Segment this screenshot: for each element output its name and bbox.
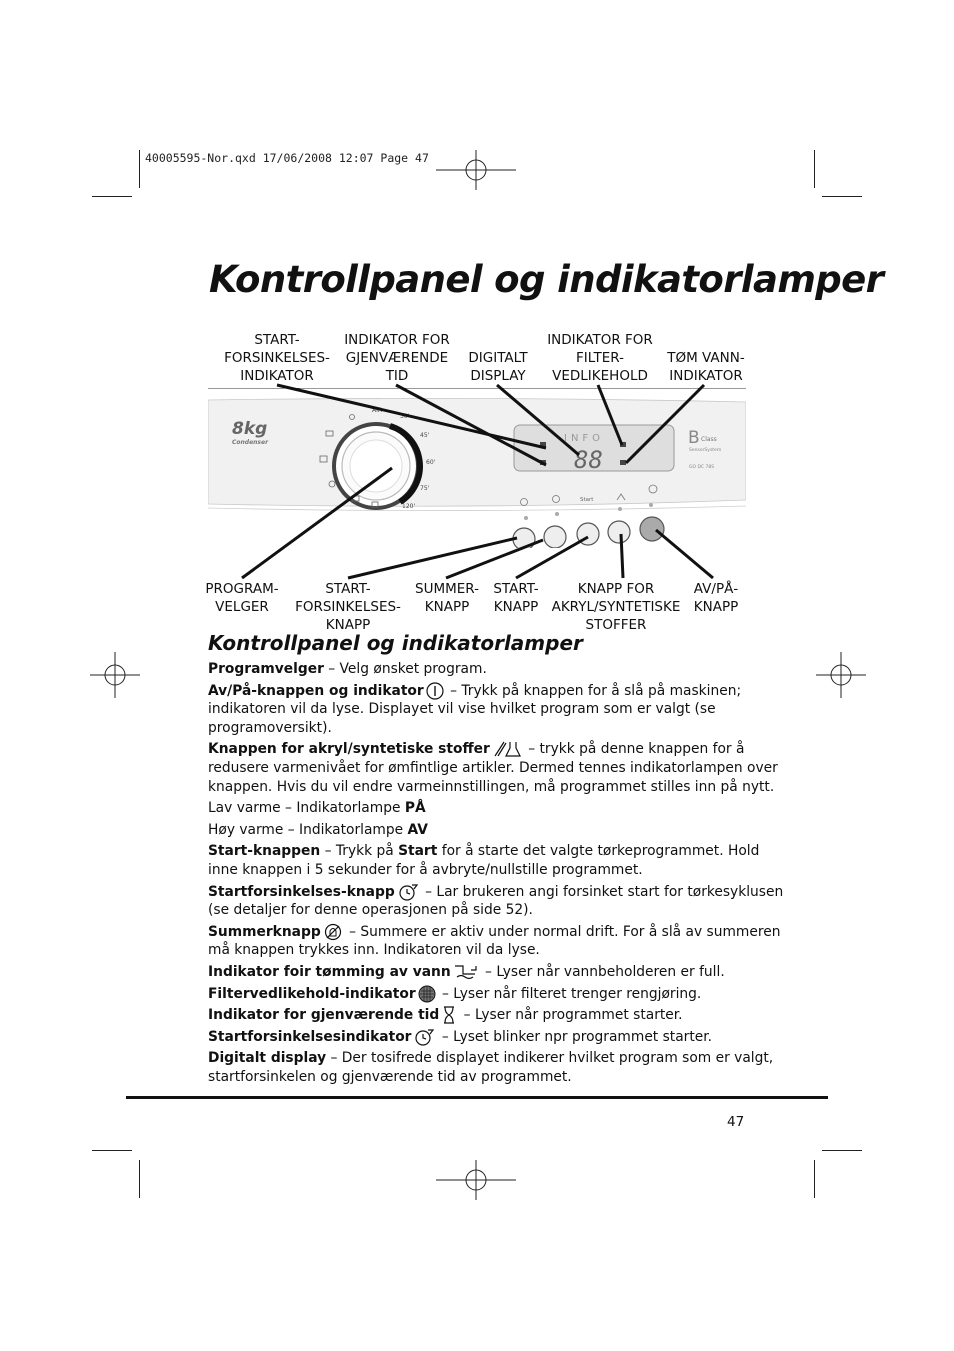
label-digital-display: DIGITALT DISPLAY bbox=[468, 350, 528, 384]
crop-mark bbox=[139, 1160, 140, 1198]
water-icon bbox=[453, 963, 479, 981]
crop-mark bbox=[92, 1150, 132, 1151]
item-onoff: Av/På-knappen og indikator – Trykk på knappen for å slå på maskinen; indikatoren vil da lyse. Displayet vil vise hvilket program som er valgt (se programoversikt). bbox=[208, 682, 742, 736]
dial-mark: AIR bbox=[372, 407, 383, 414]
delay-icon bbox=[413, 1028, 435, 1046]
label-onoff-button: AV/PÅ- KNAPP bbox=[693, 581, 739, 615]
label-filter-indicator: INDIKATOR FOR FILTER- VEDLIKEHOLD bbox=[547, 332, 653, 384]
dial-mark: 45' bbox=[420, 432, 430, 439]
label-empty-water-indicator: TØM VANN- INDIKATOR bbox=[667, 350, 745, 384]
registration-mark-bottom bbox=[436, 1160, 516, 1200]
item-low-heat: Lav varme – Indikatorlampe PÅ bbox=[208, 800, 426, 817]
item-synthetics: Knappen for akryl/syntetiske stoffer – trykk på denne knappen for å redusere varmenivået for ømfintlige artikler. Dermed tennes indikatorlampen over knappen. Hvis du vil endre varmeinnstillingen, må programmet stilles inn på nytt. bbox=[208, 741, 778, 795]
section-title: Kontrollpanel og indikatorlamper bbox=[208, 631, 583, 655]
print-slug: 40005595-Nor.qxd 17/06/2008 12:07 Page 47 bbox=[145, 151, 429, 165]
dial-mark: 30' bbox=[400, 413, 410, 420]
crop-mark bbox=[822, 1150, 862, 1151]
display-word: INFO bbox=[564, 433, 605, 444]
dial-mark: 60' bbox=[426, 459, 436, 466]
footer-rule bbox=[126, 1096, 828, 1099]
capacity-subtext: Condenser bbox=[232, 439, 269, 446]
buzzer-icon bbox=[323, 923, 343, 941]
item-start: Start-knappen – Trykk på Start for å starte det valgte tørkeprogrammet. Hold inne knappen i 5 sekunder for å avbryte/nullstille programmet. bbox=[208, 843, 760, 878]
label-start-delay-indicator: START- FORSINKELSES- INDIKATOR bbox=[224, 332, 330, 384]
power-icon bbox=[426, 682, 444, 700]
label-program-selector: PROGRAM- VELGER bbox=[205, 581, 279, 615]
display-digits: 88 bbox=[574, 446, 603, 474]
item-digital-display: Digitalt display – Der tosifrede displayet indikerer hvilket program som er valgt, startforsinkelen og gjenværende tid av programmet. bbox=[208, 1050, 774, 1085]
page-title: Kontrollpanel og indikatorlamper bbox=[209, 258, 884, 301]
label-remaining-time-indicator: INDIKATOR FOR GJENVÆRENDE TID bbox=[344, 332, 450, 384]
synthetics-icon bbox=[492, 740, 522, 758]
description-list bbox=[208, 660, 788, 1089]
delay-icon bbox=[397, 883, 419, 901]
item-start-delay-indicator: Startforsinkelsesindikator – Lyset blinker npr programmet starter. bbox=[208, 1028, 713, 1045]
hourglass-icon bbox=[441, 1006, 457, 1024]
item-water: Indikator foir tømming av vann – Lyser når vannbeholderen er full. bbox=[208, 963, 725, 980]
dial-mark: 120' bbox=[402, 503, 416, 510]
brand-class: Class bbox=[701, 436, 717, 443]
label-synthetics-button: KNAPP FOR AKRYL/SYNTETISKE STOFFER bbox=[551, 581, 681, 633]
model-text: GO DC 78S bbox=[689, 465, 715, 470]
start-text: Start bbox=[580, 497, 594, 503]
item-program-selector: Programvelger – Velg ønsket program. bbox=[208, 661, 487, 677]
item-start-delay-button: Startforsinkelses-knapp – Lar brukeren angi forsinket start for tørkesyklusen (se detaljer for denne operasjonen på side 52). bbox=[208, 883, 784, 919]
brand-sub: SensorSystem bbox=[689, 448, 722, 453]
capacity-text: 8kg bbox=[232, 419, 268, 439]
crop-mark bbox=[814, 1160, 815, 1198]
brand-letter: B bbox=[688, 428, 700, 448]
page-number: 47 bbox=[727, 1114, 745, 1130]
item-filter: Filtervedlikehold-indikator – Lyser når filteret trenger rengjøring. bbox=[208, 985, 702, 1002]
label-buzzer-button: SUMMER- KNAPP bbox=[415, 581, 479, 615]
item-buzzer: Summerknapp – Summere er aktiv under normal drift. For å slå av summeren må knappen trykkes inn. Indikatoren vil da lyse. bbox=[208, 923, 781, 959]
filter-icon bbox=[418, 985, 436, 1003]
dial-mark: 75' bbox=[420, 485, 430, 492]
item-high-heat: Høy varme – Indikatorlampe AV bbox=[208, 821, 428, 838]
label-start-delay-button: START- FORSINKELSES- KNAPP bbox=[295, 581, 401, 633]
item-remaining-time: Indikator for gjenværende tid – Lyser når programmet starter. bbox=[208, 1007, 683, 1024]
label-start-button: START- KNAPP bbox=[493, 581, 539, 615]
